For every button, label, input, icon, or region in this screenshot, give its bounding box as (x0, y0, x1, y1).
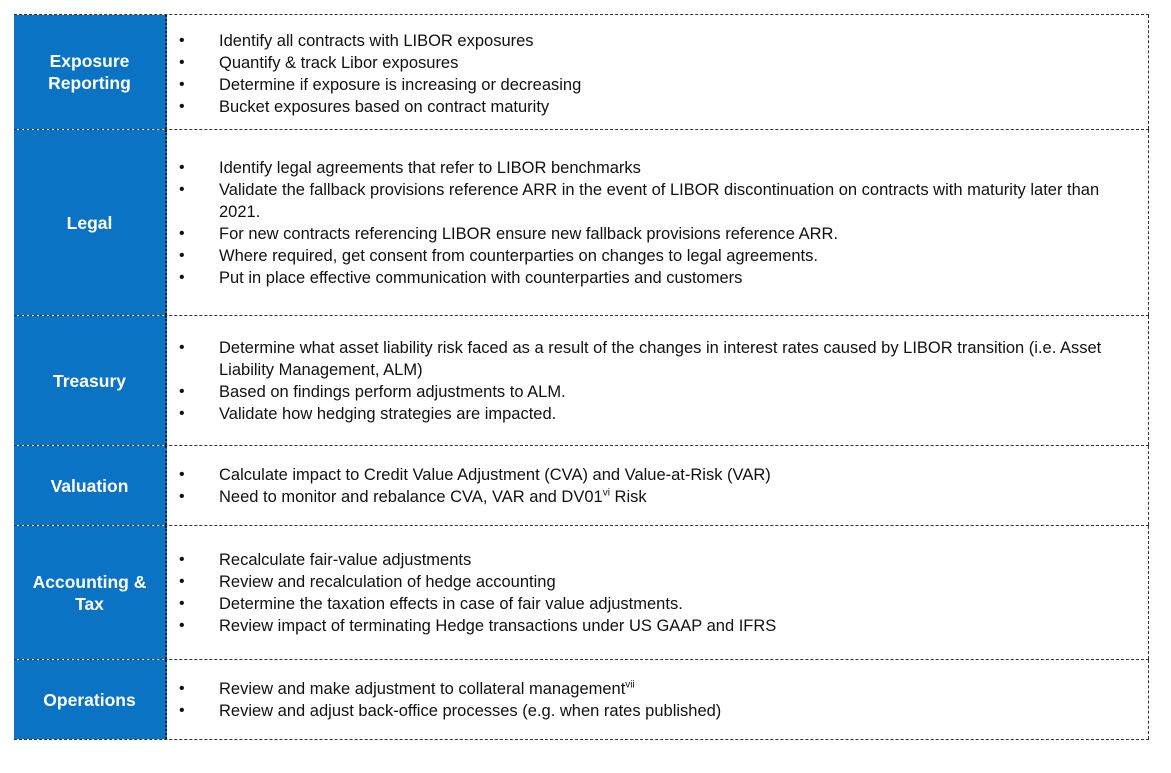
list-item: • Validate how hedging strategies are impacted. (167, 403, 1134, 425)
table-row-operations (14, 660, 1149, 740)
footnote-marker: vi (602, 487, 610, 498)
list-item: • Where required, get consent from counterparties on changes to legal agreements. (167, 245, 1134, 267)
list-item: • Determine the taxation effects in case of fair value adjustments. (167, 593, 776, 615)
list-item: • Validate the fallback provisions reference ARR in the event of LIBOR discontinuation on contracts with maturity later than 2021. (167, 179, 1134, 223)
list-item: • Put in place effective communication with counterparties and customers (167, 267, 1134, 289)
list-item: • Review and adjust back-office processes (e.g. when rates published) (167, 700, 721, 722)
row-content (167, 15, 1149, 129)
bullet-list (167, 157, 1134, 289)
list-item-text: Review and make adjustment to collateral management (219, 679, 626, 698)
bullet-list (167, 678, 721, 722)
list-item: • Recalculate fair-value adjustments (167, 549, 776, 571)
list-item (167, 486, 771, 508)
list-item: • Review and recalculation of hedge accounting (167, 571, 776, 593)
row-content (167, 446, 1149, 525)
row-label: Accounting & Tax (14, 526, 167, 659)
table-row-legal (14, 130, 1149, 316)
list-item: • Quantify & track Libor exposures (167, 52, 581, 74)
table-row-treasury (14, 316, 1149, 446)
list-item (167, 678, 721, 700)
footnote-marker: vii (625, 679, 635, 690)
row-label: Exposure Reporting (14, 15, 167, 129)
row-label: Treasury (14, 316, 167, 445)
list-item-text: Need to monitor and rebalance CVA, VAR and DV01 (219, 487, 603, 506)
table-row-accounting-tax (14, 526, 1149, 660)
table-row-exposure-reporting (14, 14, 1149, 130)
list-item: • Based on findings perform adjustments to ALM. (167, 381, 1134, 403)
bullet-list (167, 549, 776, 637)
list-item-text-suffix: Risk (614, 487, 647, 506)
list-item: • For new contracts referencing LIBOR ensure new fallback provisions reference ARR. (167, 223, 1134, 245)
list-item: • Identify legal agreements that refer to LIBOR benchmarks (167, 157, 1134, 179)
row-content (167, 316, 1149, 445)
bullet-list (167, 30, 581, 118)
list-item: • Calculate impact to Credit Value Adjustment (CVA) and Value-at-Risk (VAR) (167, 464, 771, 486)
row-label: Legal (14, 130, 167, 315)
list-item: • Identify all contracts with LIBOR exposures (167, 30, 581, 52)
table-row-valuation (14, 446, 1149, 526)
list-item: • Determine what asset liability risk faced as a result of the changes in interest rates caused by LIBOR transition (i.e. Asset Liability Management, ALM) (167, 337, 1134, 381)
row-content (167, 660, 1149, 739)
list-item: • Review impact of terminating Hedge transactions under US GAAP and IFRS (167, 615, 776, 637)
row-content (167, 130, 1149, 315)
list-item: • Bucket exposures based on contract maturity (167, 96, 581, 118)
row-label: Operations (14, 660, 167, 739)
libor-transition-table (14, 14, 1149, 740)
list-item: • Determine if exposure is increasing or decreasing (167, 74, 581, 96)
row-label: Valuation (14, 446, 167, 525)
row-content (167, 526, 1149, 659)
bullet-list (167, 464, 771, 508)
bullet-list (167, 337, 1134, 425)
